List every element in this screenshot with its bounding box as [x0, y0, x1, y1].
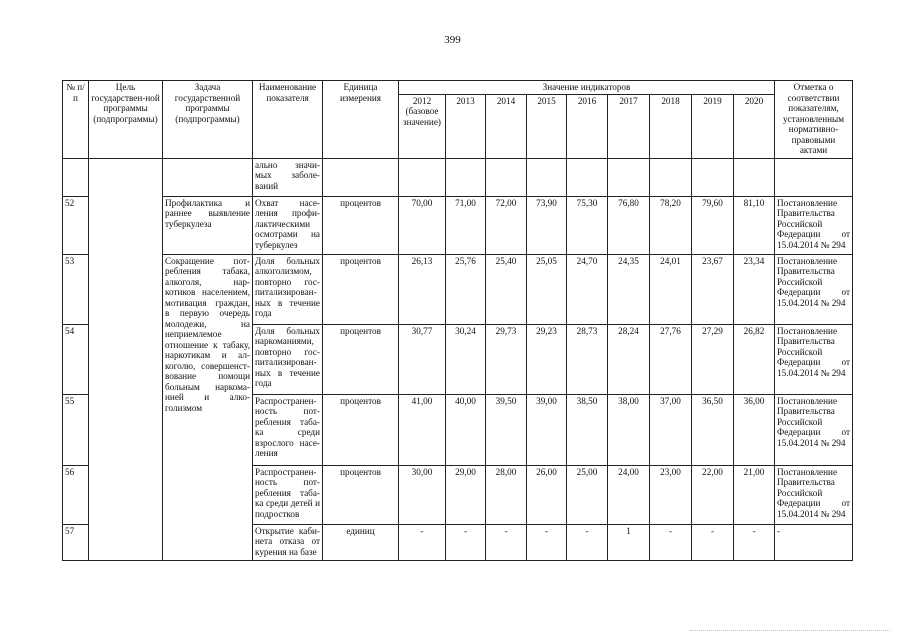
header-mark: Отметка о соответствии показателям, установленным нормативно-правовыми актами — [775, 81, 853, 159]
cell-indicator: Доля больных алкоголизмом, повторно гос-питализирован-ных в течение года — [253, 254, 323, 324]
cell-value: 23,34 — [734, 254, 775, 324]
header-year: 2016 — [567, 94, 608, 158]
cell-unit — [323, 158, 399, 196]
cell-value: 23,67 — [692, 254, 734, 324]
cell-value: 81,10 — [734, 196, 775, 254]
cell-value: 29,73 — [486, 324, 527, 394]
table-row — [63, 254, 853, 324]
header-values-group: Значение индикаторов — [399, 81, 775, 95]
cell-value: - — [486, 524, 527, 560]
cell-task: Сокращение пот-ребления табака, алкоголя, нар-котиков населением, мотивация граждан, в первую очередь молодежи, на неприемлемое отношение к табаку, наркотикам и ал-коголю, совершенст-вование помощи больным наркома-нией и алко-голизмом — [163, 254, 253, 560]
cell-mark: Постановление Правительства Российской Федерации от 15.04.2014 № 294 — [775, 324, 853, 394]
cell-value: 25,40 — [486, 254, 527, 324]
cell-unit: процентов — [323, 394, 399, 465]
cell-value: 76,80 — [608, 196, 650, 254]
cell-goal — [89, 158, 163, 560]
cell-task: Профилактика и раннее выявление туберкулеза — [163, 196, 253, 254]
cell-value: 28,00 — [486, 465, 527, 524]
cell-unit: процентов — [323, 196, 399, 254]
cell-value: 75,30 — [567, 196, 608, 254]
header-year: 2014 — [486, 94, 527, 158]
cell-value: 36,50 — [692, 394, 734, 465]
cell-value: - — [446, 524, 486, 560]
header-year: 2017 — [608, 94, 650, 158]
table-row — [63, 196, 853, 254]
cell-value: - — [399, 524, 446, 560]
indicators-table — [62, 80, 853, 561]
cell-value: 30,00 — [399, 465, 446, 524]
cell-value — [486, 158, 527, 196]
header-goal: Цель государствен-ной программы (подпрограммы) — [89, 81, 163, 159]
cell-value: 70,00 — [399, 196, 446, 254]
cell-unit: процентов — [323, 465, 399, 524]
header-indicator: Наименование показателя — [253, 81, 323, 159]
cell-value: 26,00 — [527, 465, 567, 524]
cell-indicator: Распространен-ность пот-ребления таба-ка среди детей и подростков — [253, 465, 323, 524]
cell-no: 56 — [63, 465, 89, 524]
header-row-1 — [63, 81, 853, 95]
cell-value — [446, 158, 486, 196]
cell-value: 27,29 — [692, 324, 734, 394]
cell-value — [650, 158, 692, 196]
cell-value: 38,50 — [567, 394, 608, 465]
cell-indicator: ально значи-мых заболе-ваний — [253, 158, 323, 196]
cell-value: 38,00 — [608, 394, 650, 465]
cell-value: 30,24 — [446, 324, 486, 394]
cell-value: 28,73 — [567, 324, 608, 394]
cell-value: 71,00 — [446, 196, 486, 254]
header-year: 2015 — [527, 94, 567, 158]
cell-value — [527, 158, 567, 196]
cell-mark: Постановление Правительства Российской Федерации от 15.04.2014 № 294 — [775, 394, 853, 465]
cell-mark: - — [775, 524, 853, 560]
cell-no — [63, 158, 89, 196]
cell-no: 52 — [63, 196, 89, 254]
cell-value: 72,00 — [486, 196, 527, 254]
cell-value: 39,50 — [486, 394, 527, 465]
cell-value: - — [692, 524, 734, 560]
cell-value: 41,00 — [399, 394, 446, 465]
cell-value: 26,13 — [399, 254, 446, 324]
header-task: Задача государственной программы (подпрограммы) — [163, 81, 253, 159]
cell-value: 36,00 — [734, 394, 775, 465]
cell-unit: процентов — [323, 324, 399, 394]
page-number: 399 — [444, 34, 461, 46]
scan-artifact-line — [690, 630, 890, 631]
cell-value: 22,00 — [692, 465, 734, 524]
cell-value: 28,24 — [608, 324, 650, 394]
cell-value: 25,76 — [446, 254, 486, 324]
cell-value: 30,77 — [399, 324, 446, 394]
cell-value: 29,23 — [527, 324, 567, 394]
cell-mark: Постановление Правительства Российской Федерации от 15.04.2014 № 294 — [775, 465, 853, 524]
table-row-continuation — [63, 158, 853, 196]
cell-indicator: Распространен-ность пот-ребления таба-ка среди взрослого насе-ления — [253, 394, 323, 465]
header-unit: Единица измерения — [323, 81, 399, 159]
cell-value: 40,00 — [446, 394, 486, 465]
cell-value — [734, 158, 775, 196]
cell-indicator: Открытие каби-нета отказа от курения на базе — [253, 524, 323, 560]
header-year: 2019 — [692, 94, 734, 158]
cell-indicator: Доля больных наркоманиями, повторно гос-питализирован-ных в течение года — [253, 324, 323, 394]
cell-value: - — [527, 524, 567, 560]
cell-value: 27,76 — [650, 324, 692, 394]
cell-value: 37,00 — [650, 394, 692, 465]
cell-no: 55 — [63, 394, 89, 465]
cell-value: 23,00 — [650, 465, 692, 524]
cell-no: 53 — [63, 254, 89, 324]
cell-value: 1 — [608, 524, 650, 560]
cell-value: 73,90 — [527, 196, 567, 254]
header-year-base: 2012 (базовое значение) — [399, 94, 446, 158]
cell-unit: процентов — [323, 254, 399, 324]
header-no: № п/п — [63, 81, 89, 159]
cell-no: 57 — [63, 524, 89, 560]
cell-value: 26,82 — [734, 324, 775, 394]
cell-value: 25,00 — [567, 465, 608, 524]
cell-value: 25,05 — [527, 254, 567, 324]
cell-value — [608, 158, 650, 196]
cell-value: 78,20 — [650, 196, 692, 254]
cell-value: - — [734, 524, 775, 560]
cell-value — [567, 158, 608, 196]
header-year: 2018 — [650, 94, 692, 158]
cell-value: 29,00 — [446, 465, 486, 524]
cell-value: 39,00 — [527, 394, 567, 465]
cell-mark — [775, 158, 853, 196]
cell-value: 21,00 — [734, 465, 775, 524]
cell-indicator: Охват насе-ления профи-лактическими осмотрами на туберкулез — [253, 196, 323, 254]
cell-value: - — [650, 524, 692, 560]
cell-value: 79,60 — [692, 196, 734, 254]
cell-mark: Постановление Правительства Российской Федерации от 15.04.2014 № 294 — [775, 196, 853, 254]
header-year: 2013 — [446, 94, 486, 158]
cell-mark: Постановление Правительства Российской Федерации от 15.04.2014 № 294 — [775, 254, 853, 324]
header-year: 2020 — [734, 94, 775, 158]
cell-value: 24,01 — [650, 254, 692, 324]
cell-value: 24,00 — [608, 465, 650, 524]
cell-no: 54 — [63, 324, 89, 394]
cell-value — [692, 158, 734, 196]
cell-value: 24,35 — [608, 254, 650, 324]
cell-value: - — [567, 524, 608, 560]
cell-task — [163, 158, 253, 196]
cell-value — [399, 158, 446, 196]
cell-unit: единиц — [323, 524, 399, 560]
cell-value: 24,70 — [567, 254, 608, 324]
